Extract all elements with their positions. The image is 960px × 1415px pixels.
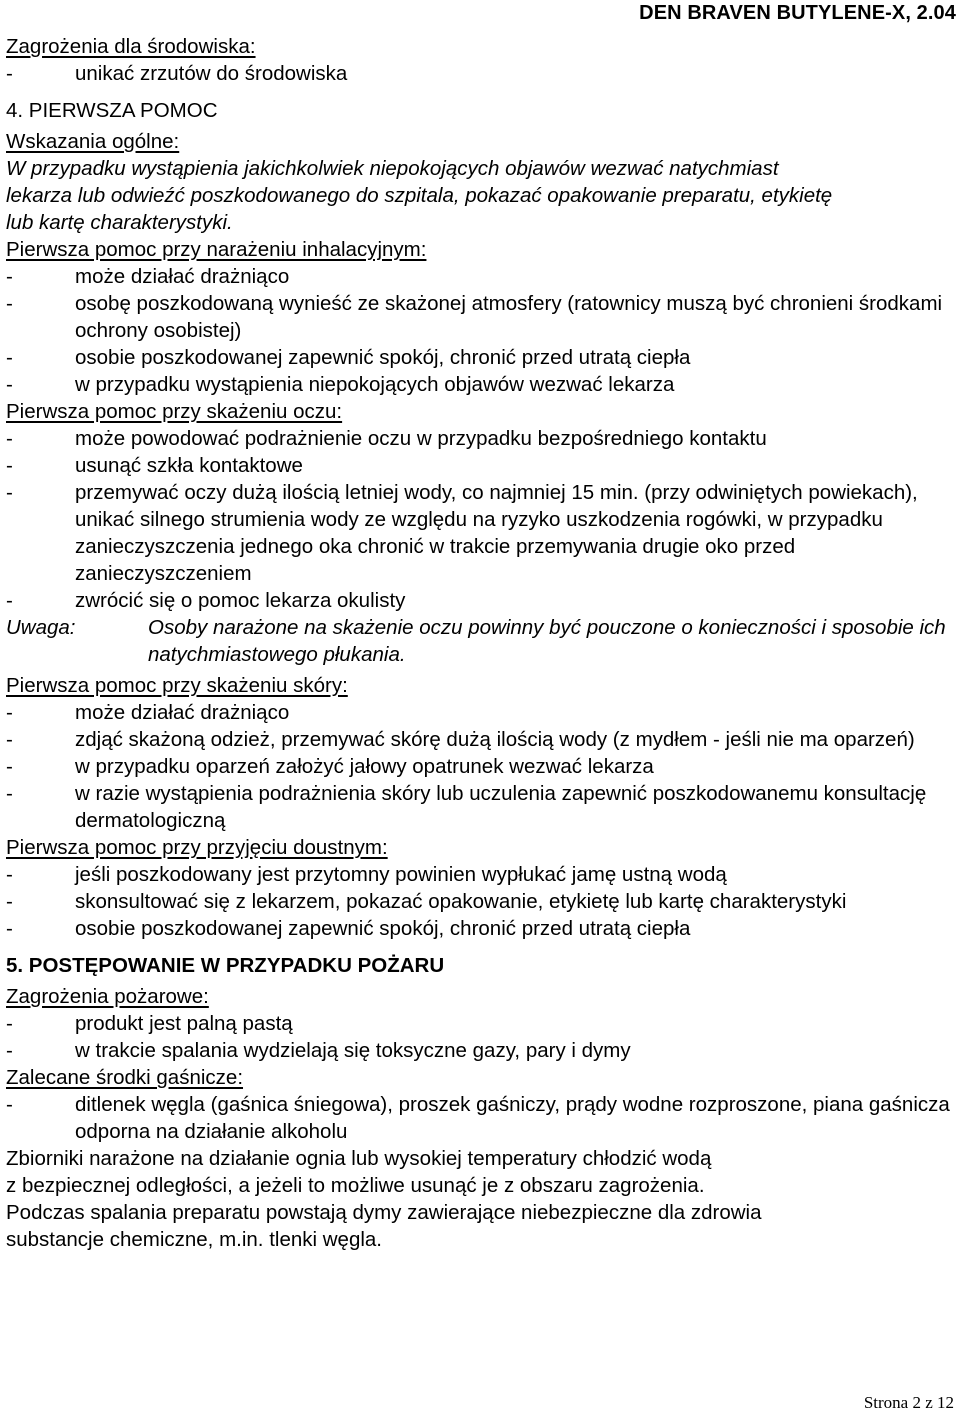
document-body bbox=[6, 33, 954, 1253]
general-indications-line: W przypadku wystąpienia jakichkolwiek niepokojących objawów wezwać natychmiast bbox=[6, 157, 779, 180]
list-item: - osobie poszkodowanej zapewnić spokój, chronić przed utratą ciepła bbox=[6, 346, 691, 369]
eye-note bbox=[6, 614, 954, 668]
env-hazard-heading: Zagrożenia dla środowiska: bbox=[6, 35, 256, 58]
paragraph-line: Zbiorniki narażone na działanie ognia lub wysokiej temperatury chłodzić wodą bbox=[6, 1147, 712, 1170]
list-item: - osobę poszkodowaną wynieść ze skażonej atmosfery (ratownicy muszą być chronieni środkami ochrony osobistej) bbox=[6, 292, 943, 342]
list-item: - może działać drażniąco bbox=[6, 265, 290, 288]
list-item: - w przypadku wystąpienia niepokojących objawów wezwać lekarza bbox=[6, 373, 675, 396]
list-item: - produkt jest palną pastą bbox=[6, 1012, 293, 1035]
note-label: Uwaga: bbox=[6, 616, 76, 639]
document-header-product: DEN BRAVEN BUTYLENE-X, 2.04 bbox=[639, 2, 956, 24]
page-number: Strona 2 z 12 bbox=[863, 1393, 954, 1412]
inhalation-heading: Pierwsza pomoc przy narażeniu inhalacyjnym: bbox=[6, 238, 427, 261]
paragraph-line: z bezpiecznej odległości, a jeżeli to możliwe usunąć je z obszaru zagrożenia. bbox=[6, 1174, 705, 1197]
general-indications-heading: Wskazania ogólne: bbox=[6, 130, 180, 153]
list-item: - w trakcie spalania wydzielają się toksyczne gazy, pary i dymy bbox=[6, 1039, 631, 1062]
eye-contact-heading: Pierwsza pomoc przy skażeniu oczu: bbox=[6, 400, 343, 423]
extinguishing-media-heading: Zalecane środki gaśnicze: bbox=[6, 1066, 244, 1089]
list-item: - zdjąć skażoną odzież, przemywać skórę dużą ilością wody (z mydłem - jeśli nie ma oparzeń) bbox=[6, 728, 915, 751]
general-indications-line: lekarza lub odwieźć poszkodowanego do szpitala, pokazać opakowanie preparatu, etykietę bbox=[6, 184, 833, 207]
list-item: - w razie wystąpienia podrażnienia skóry lub uczulenia zapewnić poszkodowanemu konsultację dermatologiczną bbox=[6, 782, 927, 832]
list-item: - może powodować podrażnienie oczu w przypadku bezpośredniego kontaktu bbox=[6, 427, 767, 450]
paragraph-line: Podczas spalania preparatu powstają dymy zawierające niebezpieczne dla zdrowia bbox=[6, 1201, 762, 1224]
list-item: - ditlenek węgla (gaśnica śniegowa), proszek gaśniczy, prądy wodne rozproszone, piana gaśnicza odporna na działanie alkoholu bbox=[6, 1093, 950, 1143]
section-5-title: 5. POSTĘPOWANIE W PRZYPADKU POŻARU bbox=[6, 954, 445, 977]
list-item: - przemywać oczy dużą ilością letniej wody, co najmniej 15 min. (przy odwiniętych powiekach), unikać silnego strumienia wody ze względu na ryzyko uszkodzenia rogówki, w przypadku zanieczyszczenia jednego oka chronić w trakcie przemywania drugie oko przed zanieczyszczeniem bbox=[6, 481, 918, 585]
list-item: - zwrócić się o pomoc lekarza okulisty bbox=[6, 589, 406, 612]
section-4-title: 4. PIERWSZA POMOC bbox=[6, 99, 218, 122]
list-item: - w przypadku oparzeń założyć jałowy opatrunek wezwać lekarza bbox=[6, 755, 654, 778]
paragraph-line: substancje chemiczne, m.in. tlenki węgla. bbox=[6, 1228, 383, 1251]
general-indications-line: lub kartę charakterystyki. bbox=[6, 211, 233, 234]
list-item: - usunąć szkła kontaktowe bbox=[6, 454, 303, 477]
list-item: - może działać drażniąco bbox=[6, 701, 290, 724]
note-text: Osoby narażone na skażenie oczu powinny być pouczone o konieczności i sposobie ich natychmiastowego płukania. bbox=[148, 616, 946, 666]
fire-hazards-heading: Zagrożenia pożarowe: bbox=[6, 985, 209, 1008]
skin-contact-heading: Pierwsza pomoc przy skażeniu skóry: bbox=[6, 674, 348, 697]
ingestion-heading: Pierwsza pomoc przy przyjęciu doustnym: bbox=[6, 836, 388, 859]
list-item: - unikać zrzutów do środowiska bbox=[6, 62, 348, 85]
list-item: - osobie poszkodowanej zapewnić spokój, chronić przed utratą ciepła bbox=[6, 917, 691, 940]
list-item: - skonsultować się z lekarzem, pokazać opakowanie, etykietę lub kartę charakterystyki bbox=[6, 890, 847, 913]
list-item: - jeśli poszkodowany jest przytomny powinien wypłukać jamę ustną wodą bbox=[6, 863, 727, 886]
